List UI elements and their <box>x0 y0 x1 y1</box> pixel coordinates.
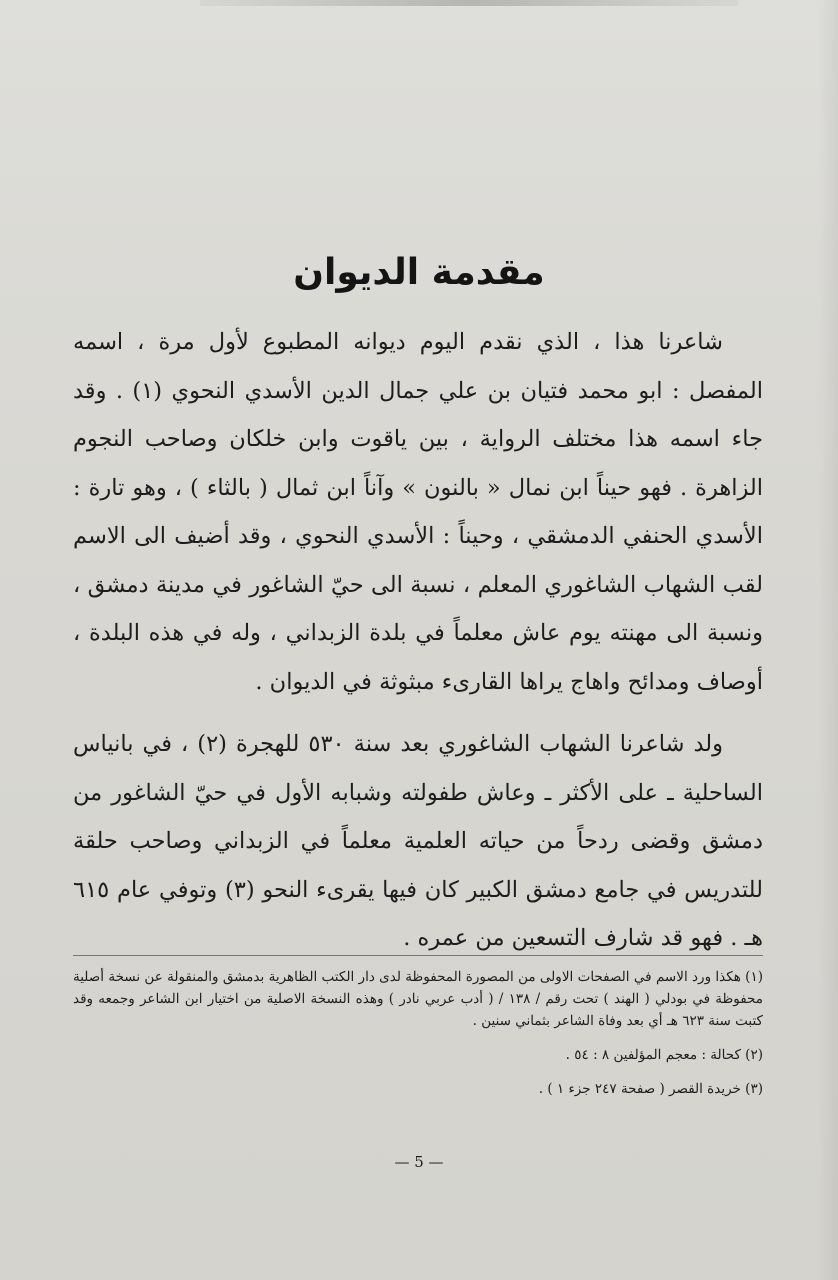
paragraph-2: ولد شاعرنا الشهاب الشاغوري بعد سنة ٥٣٠ للهجرة (٢) ، في بانياس الساحلية ـ على الأكثر ـ وعاش طفولته وشبابه الأول في حيّ الشاغور من دمشق وقضى ردحاً من حياته العلمية معلماً في الزبداني وصاحب حلقة للتدريس في جامع دمشق الكبير كان فيها يقرىء النحو (٣) وتوفي عام ٦١٥ هـ . فهو قد شارف التسعين من عمره . <box>73 731 763 951</box>
page-title: مقدمة الديوان <box>293 252 545 294</box>
footnote-separator <box>73 955 763 956</box>
body-text <box>73 318 763 963</box>
page-number: — 5 — <box>394 1153 444 1171</box>
previous-page-bleed <box>200 0 738 6</box>
footnote-2: (٢) كحالة : معجم المؤلفين ٨ : ٥٤ . <box>565 1047 763 1063</box>
footnote-3: (٣) خريدة القصر ( صفحة ٢٤٧ جزء ١ ) . <box>538 1081 763 1097</box>
binding-shadow <box>818 0 838 1280</box>
footnotes <box>73 966 763 1100</box>
footnote-1: (١) هكذا ورد الاسم في الصفحات الاولى من المصورة المحفوظة لدى دار الكتب الظاهرية بدمشق والمنقولة عن نسخة أصلية محفوظة في بودلي ( الهند ) تحت رقم / ١٣٨ / ( أدب عربي نادر ) وهذه النسخة الاصلية من اختيار ابن الشاعر وجمعه وقد كتبت سنة ٦٢٣ هـ أي بعد وفاة الشاعر بثماني سنين . <box>73 969 764 1029</box>
paragraph-1: شاعرنا هذا ، الذي نقدم اليوم ديوانه المطبوع لأول مرة ، اسمه المفصل : ابو محمد فتيان بن علي جمال الدين الأسدي النحوي (١) . وقد جاء اسمه هذا مختلف الرواية ، بين ياقوت وابن خلكان وصاحب النجوم الزاهرة . فهو حيناً ابن نمال « بالنون » وآناً ابن ثمال ( بالثاء ) ، وهو تارة : الأسدي الحنفي الدمشقي ، وحيناً : الأسدي النحوي ، وقد أضيف الى الاسم لقب الشهاب الشاغوري المعلم ، نسبة الى حيّ الشاغور في مدينة دمشق ، ونسبة الى مهنته يوم عاش معلماً في بلدة الزبداني ، وله في هذه البلدة ، أوصاف ومدائح واهاج يراها القارىء مبثوثة في الديوان . <box>73 329 763 695</box>
